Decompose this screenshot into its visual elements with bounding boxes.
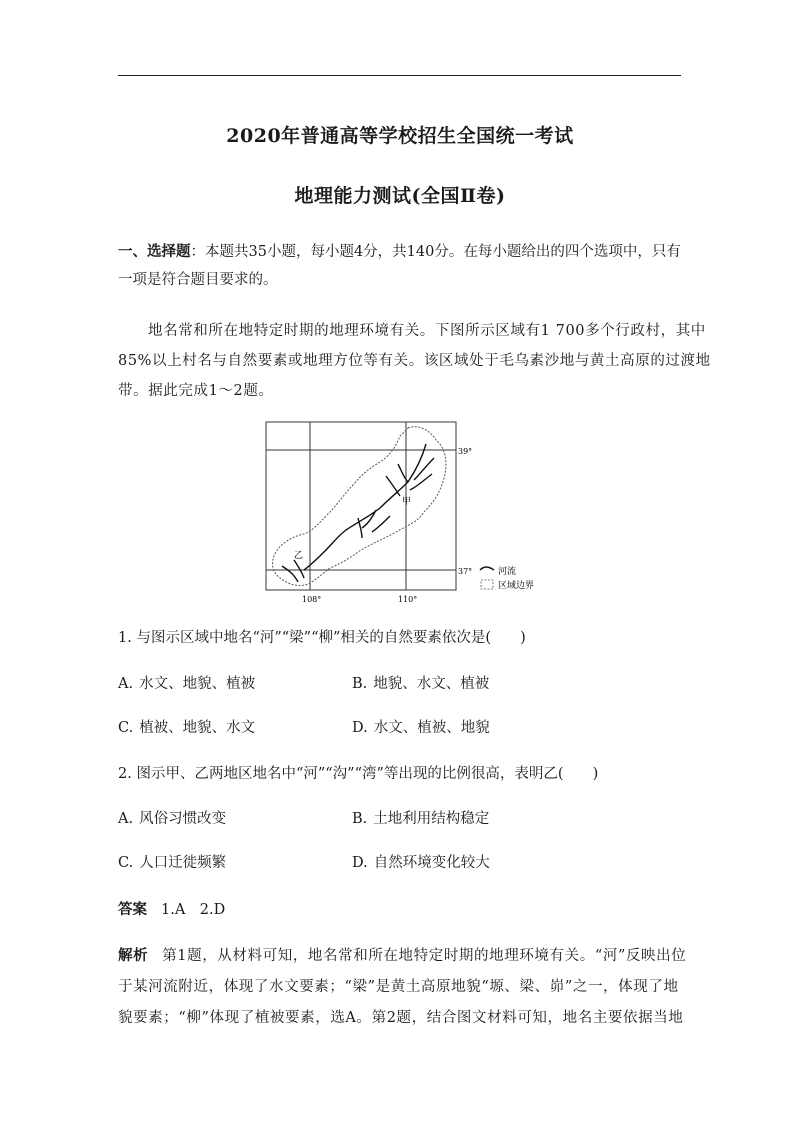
intro-line-1: 地名常和所在地特定时期的地理环境有关。下图所示区域有1 700多个行政村，其中 <box>148 323 706 339</box>
analysis-line-1: 解析 第1题，从材料可知，地名常和所在地特定时期的地理环境有关。“河”反映出位 <box>118 947 687 964</box>
section-desc-2: 一项是符合题目要求的。 <box>118 272 278 288</box>
analysis-line-2: 于某河流附近，体现了水文要素；“梁”是黄土高原地貌“塬、梁、峁”之一，体现了地 <box>118 979 679 995</box>
lat-label-39: 39° <box>458 447 473 456</box>
lat-label-37: 37° <box>458 567 473 576</box>
q1-option-a: A. 水文、地貌、植被 <box>118 676 256 692</box>
legend-boundary-icon <box>481 580 493 589</box>
place-label-jia: 甲 <box>402 497 412 507</box>
question-1-stem: 1. 与图示区域中地名“河”“梁”“柳”相关的自然要素依次是( ) <box>118 630 526 646</box>
lon-label-108: 108° <box>302 595 322 604</box>
legend-river-label: 河流 <box>498 567 517 577</box>
legend-river-icon <box>480 567 494 570</box>
section-desc-1: ：本题共35小题，每小题4分，共140分。在每小题给出的四个选项中，只有 <box>190 244 681 260</box>
answer-line <box>118 898 225 919</box>
q2-option-a: A. 风俗习惯改变 <box>118 811 227 827</box>
region-boundary <box>273 427 446 586</box>
q1-option-c: C. 植被、地貌、水文 <box>118 720 256 736</box>
q2-option-b: B. 土地利用结构稳定 <box>352 811 490 827</box>
region-map <box>258 418 558 608</box>
question-2-stem: 2. 图示甲、乙两地区地名中“河”“沟”“湾”等出现的比例很高，表明乙( ) <box>118 766 599 782</box>
river-network <box>282 444 434 582</box>
section-heading: 一、选择题 <box>118 243 191 260</box>
intro-line-2: 85%以上村名与自然要素或地理方位等有关。该区域处于毛乌素沙地与黄土高原的过渡地 <box>118 353 711 369</box>
answer-label: 答案 <box>118 901 147 918</box>
analysis-line-3: 貌要素；“柳”体现了植被要素，选A。第2题，结合图文材料可知，地名主要依据当地 <box>118 1010 684 1026</box>
header-rule <box>118 75 681 76</box>
map-frame <box>266 422 456 590</box>
q2-option-d: D. 自然环境变化较大 <box>352 855 490 871</box>
section-heading-line <box>118 240 681 261</box>
answer-text: 1.A 2.D <box>161 902 226 918</box>
exam-title: 2020年普通高等学校招生全国统一考试 <box>226 125 574 147</box>
q1-option-b: B. 地貌、水文、植被 <box>352 676 490 692</box>
analysis-label: 解析 <box>118 947 149 964</box>
intro-line-3: 带。据此完成1～2题。 <box>118 383 274 399</box>
legend-boundary-label: 区域边界 <box>498 581 535 591</box>
exam-subtitle: 地理能力测试(全国Ⅱ卷) <box>294 185 506 207</box>
q2-option-c: C. 人口迁徙频繁 <box>118 855 227 871</box>
place-label-yi: 乙 <box>294 551 304 561</box>
q1-option-d: D. 水文、植被、地貌 <box>352 720 490 736</box>
lon-label-110: 110° <box>398 595 418 604</box>
